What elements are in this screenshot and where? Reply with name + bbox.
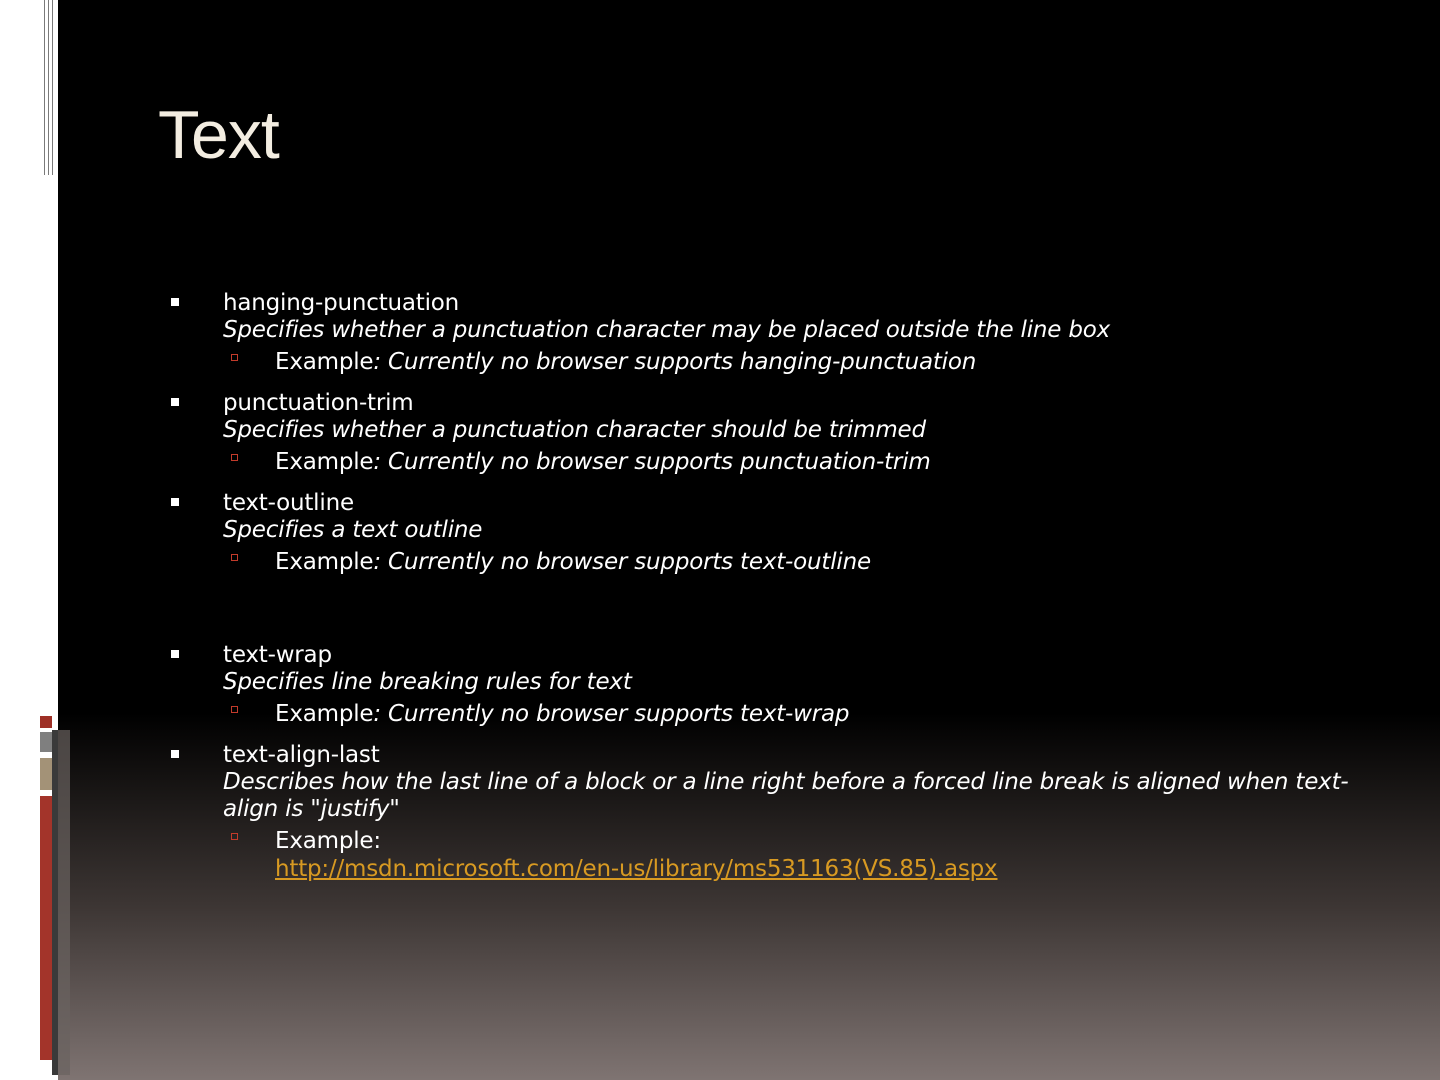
property-name: text-outline bbox=[223, 490, 354, 516]
property-name: punctuation-trim bbox=[223, 390, 414, 416]
decor-line bbox=[48, 0, 49, 175]
hollow-square-bullet-icon bbox=[231, 706, 238, 713]
slide bbox=[58, 0, 1440, 1080]
example-line bbox=[223, 348, 1368, 376]
example-label: Example bbox=[275, 449, 374, 475]
square-bullet-icon bbox=[171, 650, 179, 658]
decor-bar bbox=[58, 730, 70, 1075]
square-bullet-icon bbox=[171, 298, 179, 306]
decor-bar bbox=[40, 732, 52, 752]
list-item bbox=[168, 490, 1368, 576]
property-description: Specifies a text outline bbox=[223, 517, 483, 543]
example-label: Example: bbox=[275, 828, 381, 854]
hollow-square-bullet-icon bbox=[231, 833, 238, 840]
square-bullet-icon bbox=[171, 398, 179, 406]
example-text: : Currently no browser supports text-wrap bbox=[373, 701, 850, 727]
example-label: Example bbox=[275, 349, 374, 375]
example-label: Example bbox=[275, 549, 374, 575]
example-line bbox=[223, 827, 1368, 883]
example-link[interactable]: http://msdn.microsoft.com/en-us/library/ms531163(VS.85).aspx bbox=[275, 856, 998, 882]
property-name: text-wrap bbox=[223, 642, 332, 668]
property-name: hanging-punctuation bbox=[223, 290, 460, 316]
hollow-square-bullet-icon bbox=[231, 554, 238, 561]
decor-line bbox=[52, 0, 53, 175]
example-text: : Currently no browser supports text-outline bbox=[373, 549, 871, 575]
example-line bbox=[223, 448, 1368, 476]
list-item bbox=[168, 290, 1368, 376]
list-item bbox=[168, 390, 1368, 476]
property-name: text-align-last bbox=[223, 742, 380, 768]
hollow-square-bullet-icon bbox=[231, 354, 238, 361]
property-description: Describes how the last line of a block or a line right before a forced line break is aligned when text-align is "justify" bbox=[223, 769, 1349, 822]
decor-line bbox=[44, 0, 45, 175]
hollow-square-bullet-icon bbox=[231, 454, 238, 461]
example-line bbox=[223, 548, 1368, 576]
list-item bbox=[168, 742, 1368, 883]
property-description: Specifies whether a punctuation character may be placed outside the line box bbox=[223, 317, 1111, 343]
slide-title: Text bbox=[158, 97, 279, 173]
square-bullet-icon bbox=[171, 750, 179, 758]
decor-bar bbox=[40, 796, 52, 1060]
decor-bar bbox=[40, 716, 52, 728]
property-description: Specifies line breaking rules for text bbox=[223, 669, 632, 695]
spacer bbox=[168, 590, 1368, 642]
property-description: Specifies whether a punctuation character should be trimmed bbox=[223, 417, 926, 443]
bullet-list bbox=[168, 290, 1368, 897]
example-line bbox=[223, 700, 1368, 728]
example-label: Example bbox=[275, 701, 374, 727]
example-text: : Currently no browser supports punctuation-trim bbox=[373, 449, 931, 475]
decor-bar bbox=[40, 758, 52, 790]
example-text: : Currently no browser supports hanging-punctuation bbox=[373, 349, 977, 375]
square-bullet-icon bbox=[171, 498, 179, 506]
list-item bbox=[168, 642, 1368, 728]
